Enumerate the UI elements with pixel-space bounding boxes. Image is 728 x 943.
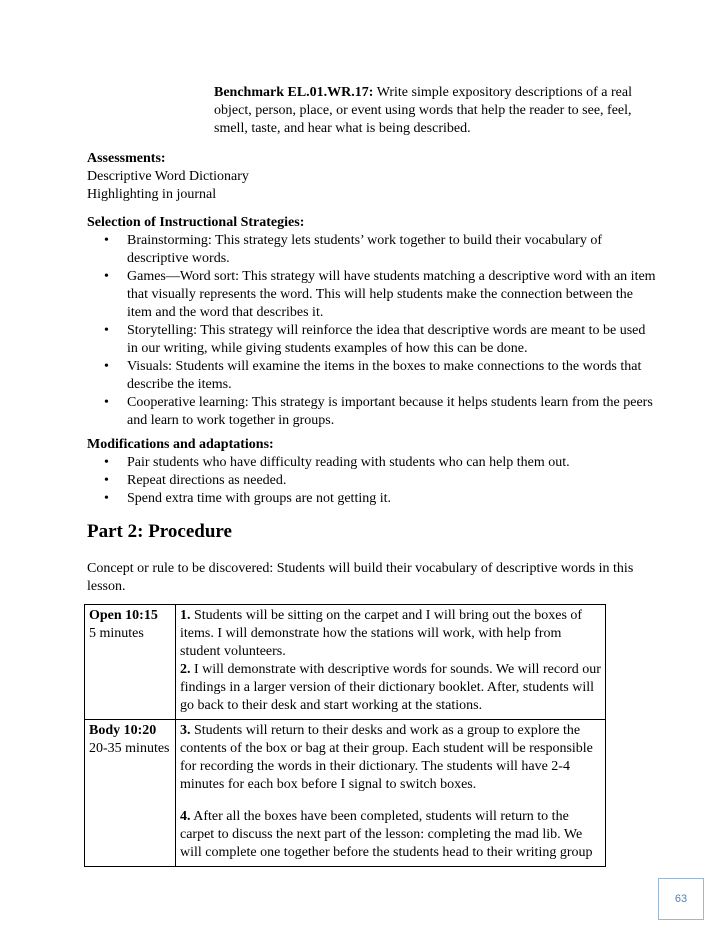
modifications-list [87, 454, 657, 508]
step: 1. Students will be sitting on the carpet and I will bring out the boxes of items. I will demonstrate how the stations will work, with help from student volunteers. [180, 608, 583, 659]
strategies-heading: Selection of Instructional Strategies: [87, 215, 305, 230]
bullet-icon: • [104, 233, 109, 248]
time-cell [85, 720, 176, 867]
benchmark-text: Write simple expository descriptions of a real object, person, place, or event using words that help the reader to see, feel, smell, taste, and hear what is being described. [214, 85, 632, 136]
strategies-list [87, 232, 657, 430]
list-item: • Spend extra time with groups are not getting it. [104, 491, 392, 506]
time-title: Body 10:20 [89, 723, 157, 738]
list-item: • Storytelling: This strategy will reinforce the idea that descriptive words are meant to be used in our writing, while giving students examples of how this can be done. [104, 323, 646, 356]
table-row [85, 720, 606, 867]
bullet-icon: • [104, 455, 109, 470]
list-item: • Repeat directions as needed. [104, 473, 287, 488]
assessments-heading: Assessments: [87, 151, 166, 166]
duration: 20-35 minutes [89, 741, 170, 756]
assessments-section [87, 150, 657, 204]
bullet-icon: • [104, 269, 109, 284]
steps-cell [176, 605, 606, 720]
bullet-icon: • [104, 359, 109, 374]
list-item: • Brainstorming: This strategy lets students’ work together to build their vocabulary of descriptive words. [104, 233, 603, 266]
concept-text: Concept or rule to be discovered: Students will build their vocabulary of descriptive words in this lesson. [87, 561, 634, 594]
assessment-item: Descriptive Word Dictionary [87, 169, 249, 184]
step: 4. After all the boxes have been completed, students will return to the carpet to discuss the next part of the lesson: completing the mad lib. We will complete one together before the students head to their writing group [180, 809, 593, 860]
duration: 5 minutes [89, 626, 144, 641]
time-cell [85, 605, 176, 720]
bullet-icon: • [104, 395, 109, 410]
procedure-table [84, 604, 606, 867]
time-title: Open 10:15 [89, 608, 158, 623]
strategies-section [87, 214, 657, 430]
bullet-icon: • [104, 323, 109, 338]
bullet-icon: • [104, 473, 109, 488]
list-item: • Pair students who have difficulty reading with students who can help them out. [104, 455, 570, 470]
benchmark-block [214, 84, 654, 138]
bullet-icon: • [104, 491, 109, 506]
step: 3. Students will return to their desks and work as a group to explore the contents of the box or bag at their group. Each student will be responsible for recording the words in their dictionary. The students will have 2-4 minutes for each box before I signal to switch boxes. [180, 723, 593, 792]
table-row [85, 605, 606, 720]
modifications-section [87, 436, 657, 508]
part2-title: Part 2: Procedure [87, 521, 232, 542]
benchmark-label: Benchmark EL.01.WR.17: [214, 85, 374, 100]
list-item: • Games—Word sort: This strategy will have students matching a descriptive word with an item that visually represents the word. This will help students make the connection between the item and the word that describes it. [104, 269, 656, 320]
modifications-heading: Modifications and adaptations: [87, 437, 274, 452]
page-number: 63 [658, 878, 704, 920]
steps-cell [176, 720, 606, 867]
list-item: • Cooperative learning: This strategy is important because it helps students learn from the peers and learn to work together in groups. [104, 395, 653, 428]
assessment-item: Highlighting in journal [87, 187, 217, 202]
step: 2. I will demonstrate with descriptive words for sounds. We will record our findings in a larger version of their dictionary booklet. After, students will go back to their desk and start working at the stations. [180, 662, 601, 713]
list-item: • Visuals: Students will examine the items in the boxes to make connections to the words that describe the items. [104, 359, 642, 392]
